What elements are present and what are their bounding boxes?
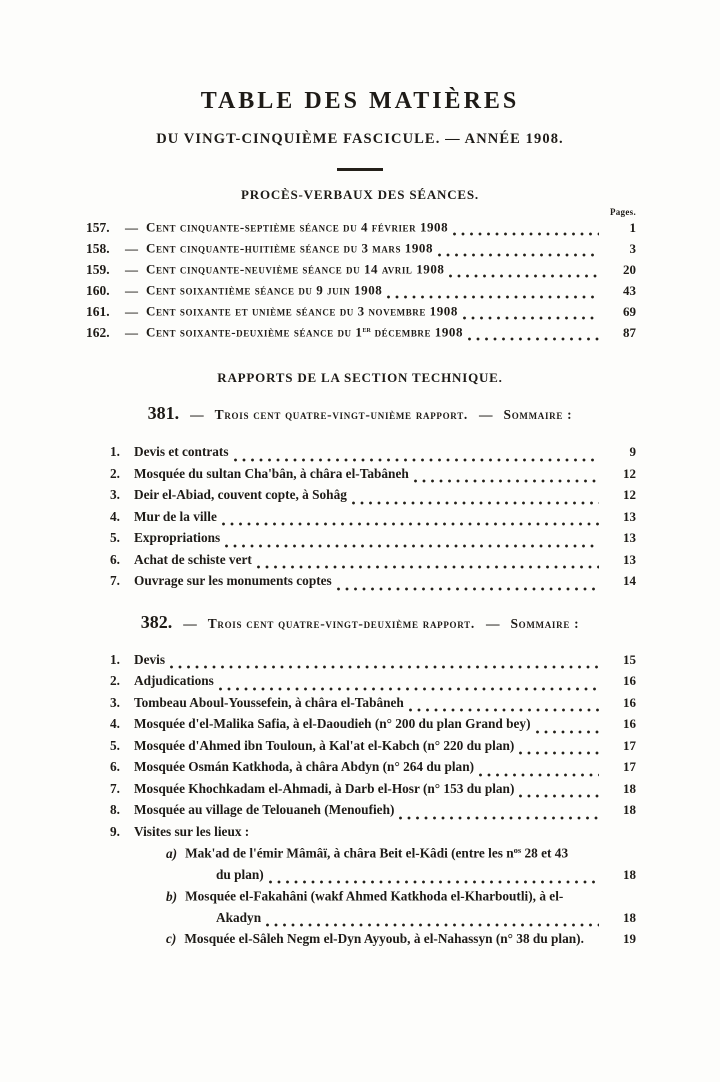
- item-number: 5.: [110, 737, 120, 753]
- item-text: Mosquée au village de Telouaneh (Menoufieh): [134, 802, 395, 817]
- superscript: os: [513, 845, 522, 855]
- seance-label: Cent cinquante-huitième séance du 3 mars 1908: [146, 240, 433, 256]
- report-item-row: [86, 738, 636, 760]
- page-number: 18: [623, 909, 636, 925]
- page-number: 17: [623, 737, 636, 753]
- dot-leader: [170, 665, 599, 669]
- seance-number: 161.: [86, 303, 110, 319]
- item-text: Mosquée d'el-Malika Safia, à el-Daoudieh (n° 200 du plan Grand bey): [134, 716, 531, 731]
- dot-leader: [409, 708, 599, 712]
- item-text: Mur de la ville: [134, 508, 217, 524]
- page-number: 18: [623, 780, 636, 796]
- page-title: TABLE DES MATIÈRES: [200, 88, 520, 114]
- item-number: 8.: [110, 802, 120, 817]
- report-dash: —: [478, 407, 493, 422]
- page-number: 9: [629, 444, 636, 459]
- title-divider: [337, 168, 383, 171]
- seance-row: [86, 324, 636, 345]
- seance-dash: —: [125, 261, 138, 277]
- page-number: 16: [623, 694, 636, 710]
- seance-number: 157.: [86, 219, 110, 235]
- report-dash: —: [183, 615, 197, 631]
- item-text: Mosquée Osmán Katkhoda, à châra Abdyn (n° 264 du plan): [134, 759, 475, 774]
- item-text: Expropriations: [134, 530, 221, 545]
- dot-leader: [225, 544, 599, 548]
- seance-label: Cent cinquante-neuvième séance du 14 avril 1908: [146, 261, 445, 277]
- report-item-row: [86, 573, 636, 595]
- dot-leader: [453, 232, 599, 236]
- seance-row: [86, 303, 636, 324]
- page-number: 19: [623, 931, 636, 946]
- report-item-row: [86, 652, 636, 674]
- seance-label: Cent soixante-deuxième séance du 1er décembre 1908: [146, 324, 464, 340]
- seance-number: 158.: [86, 240, 110, 256]
- item-number: 2.: [110, 673, 120, 688]
- report-name: Trois cent quatre-vingt-unième rapport.: [214, 407, 468, 422]
- item-text: Deir el-Abiad, couvent copte, à Sohâg: [134, 487, 347, 502]
- subitem-text-continuation: du plan): [216, 866, 264, 882]
- item-number: 6.: [110, 551, 120, 567]
- subitem-marker: a): [166, 845, 178, 861]
- item-text: Devis et contrats: [134, 444, 229, 459]
- seance-dash: —: [125, 219, 138, 235]
- report-item-row: [86, 552, 636, 574]
- page-number: 16: [623, 716, 636, 731]
- page-number: 18: [623, 866, 636, 882]
- page-number: 87: [623, 324, 636, 340]
- item-text: Mosquée du sultan Cha'bân, à châra el-Tabâneh: [134, 465, 409, 481]
- seance-dash: —: [125, 303, 138, 319]
- report-382-items: [86, 652, 636, 953]
- page-number: 15: [623, 651, 636, 667]
- dot-leader: [479, 773, 599, 777]
- item-text: Achat de schiste vert: [134, 551, 252, 567]
- page-number: 1: [629, 219, 636, 235]
- subitem-text: Mak'ad de l'émir Mâmâï, à châra Beit el-Kâdi (entre les $n^{os}$ 28 et 43: [185, 845, 569, 861]
- dot-leader: [468, 337, 599, 341]
- report-name: Trois cent quatre-vingt-deuxième rapport.: [207, 615, 475, 631]
- report-381-title: [0, 401, 720, 427]
- item-number: 2.: [110, 465, 120, 481]
- item-number: 7.: [110, 573, 120, 588]
- dot-leader: [414, 479, 599, 483]
- dot-leader: [234, 458, 599, 462]
- item-text: Mosquée d'Ahmed ibn Touloun, à Kal'at el-Kabch (n° 220 du plan): [134, 737, 515, 753]
- dot-leader: [463, 316, 599, 320]
- page-number: 17: [623, 759, 636, 774]
- seance-row: [86, 282, 636, 303]
- item-number: 1.: [110, 444, 120, 459]
- report-381-items: [86, 444, 636, 595]
- pages-column-label: Pages.: [609, 207, 636, 217]
- dot-leader: [219, 687, 599, 691]
- item-text: Tombeau Aboul-Youssefein, à châra el-Tabâneh: [134, 694, 404, 710]
- page-subtitle: DU VINGT-CINQUIÈME FASCICULE. — ANNÉE 1908.: [156, 131, 564, 147]
- seances-list: [86, 219, 636, 345]
- report-item-row: [86, 802, 636, 824]
- report-item-row: [86, 673, 636, 695]
- subitem-text: Mosquée el-Sâleh Negm el-Dyn Ayyoub, à el-Nahassyn (n° 38 du plan).: [184, 931, 584, 946]
- item-number: 5.: [110, 530, 120, 545]
- seances-heading: PROCÈS-VERBAUX DES SÉANCES.: [241, 187, 479, 202]
- item-number: 4.: [110, 716, 120, 731]
- report-subitem-row: [86, 931, 636, 953]
- subitem-text: Mosquée el-Fakahâni (wakf Ahmed Katkhoda el-Kharboutli), à el-: [185, 888, 564, 904]
- report-item-row: [86, 530, 636, 552]
- item-text: Visites sur les lieux :: [134, 823, 250, 839]
- report-number: 381.: [147, 403, 180, 423]
- page-number: 16: [623, 673, 636, 688]
- dot-leader: [266, 923, 599, 927]
- page-number: 12: [623, 487, 636, 502]
- item-number: 3.: [110, 487, 120, 502]
- dot-leader: [352, 501, 599, 505]
- seance-number: 159.: [86, 261, 110, 277]
- item-number: 3.: [110, 694, 120, 710]
- item-text: Ouvrage sur les monuments coptes: [134, 573, 332, 588]
- item-number: 4.: [110, 508, 120, 524]
- report-item-row: [86, 781, 636, 803]
- report-item-row: [86, 695, 636, 717]
- report-sommaire-label: Sommaire :: [503, 407, 573, 422]
- seance-dash: —: [125, 240, 138, 256]
- dot-leader: [269, 880, 599, 884]
- dot-leader: [337, 587, 599, 591]
- subitem-marker: c): [166, 931, 177, 946]
- item-text: Mosquée Khochkadam el-Ahmadi, à Darb el-Hosr (n° 153 du plan): [134, 780, 515, 796]
- page-number: 69: [623, 303, 636, 319]
- subitem-marker: b): [166, 888, 178, 904]
- seance-label: Cent cinquante-septième séance du 4 février 1908: [146, 219, 449, 235]
- page-number: 3: [629, 240, 636, 256]
- page-number: 43: [623, 282, 636, 298]
- seance-label: Cent soixantième séance du 9 juin 1908: [146, 282, 383, 298]
- dot-leader: [399, 816, 599, 820]
- dot-leader: [387, 295, 599, 299]
- item-number: 9.: [110, 823, 120, 839]
- page-number: 12: [623, 465, 636, 481]
- report-dash: —: [190, 407, 204, 422]
- dot-leader: [519, 794, 599, 798]
- dot-leader: [438, 253, 599, 257]
- seance-row: [86, 219, 636, 240]
- seance-number: 160.: [86, 282, 110, 298]
- report-subitem-continuation: [86, 867, 636, 889]
- report-sommaire-label: Sommaire :: [510, 615, 580, 631]
- report-item-row: [86, 487, 636, 509]
- report-item-row: [86, 759, 636, 781]
- dot-leader: [519, 751, 599, 755]
- superscript: er: [362, 324, 371, 334]
- seance-dash: —: [125, 324, 138, 340]
- item-text: Adjudications: [134, 673, 214, 688]
- report-item-row: [86, 824, 636, 846]
- item-number: 1.: [110, 651, 120, 667]
- seance-row: [86, 261, 636, 282]
- page-number: 13: [623, 530, 636, 545]
- toc-content: [0, 207, 720, 345]
- item-text: Devis: [134, 651, 166, 667]
- report-subitem-row: [86, 888, 636, 910]
- dot-leader: [222, 522, 599, 526]
- report-item-row: [86, 716, 636, 738]
- rapports-heading: RAPPORTS DE LA SECTION TECHNIQUE.: [217, 370, 503, 385]
- subitem-text-continuation: Akadyn: [216, 909, 262, 925]
- report-dash: —: [485, 615, 500, 631]
- dot-leader: [449, 274, 599, 278]
- item-number: 7.: [110, 780, 120, 796]
- page-number: 20: [623, 261, 636, 277]
- report-subitem-continuation: [86, 910, 636, 932]
- seance-row: [86, 240, 636, 261]
- page-number: 18: [623, 802, 636, 817]
- report-number: 382.: [140, 611, 173, 632]
- dot-leader: [536, 730, 599, 734]
- report-382-title: [0, 610, 720, 636]
- seance-number: 162.: [86, 324, 110, 340]
- page-number: 13: [623, 508, 636, 524]
- seance-dash: —: [125, 282, 138, 298]
- report-item-row: [86, 466, 636, 488]
- report-item-row: [86, 509, 636, 531]
- item-number: 6.: [110, 759, 120, 774]
- seance-label: Cent soixante et unième séance du 3 novembre 1908: [146, 303, 458, 319]
- page-number: 13: [623, 551, 636, 567]
- report-item-row: [86, 444, 636, 466]
- dot-leader: [257, 565, 599, 569]
- page-number: 14: [623, 573, 636, 588]
- report-subitem-row: [86, 845, 636, 867]
